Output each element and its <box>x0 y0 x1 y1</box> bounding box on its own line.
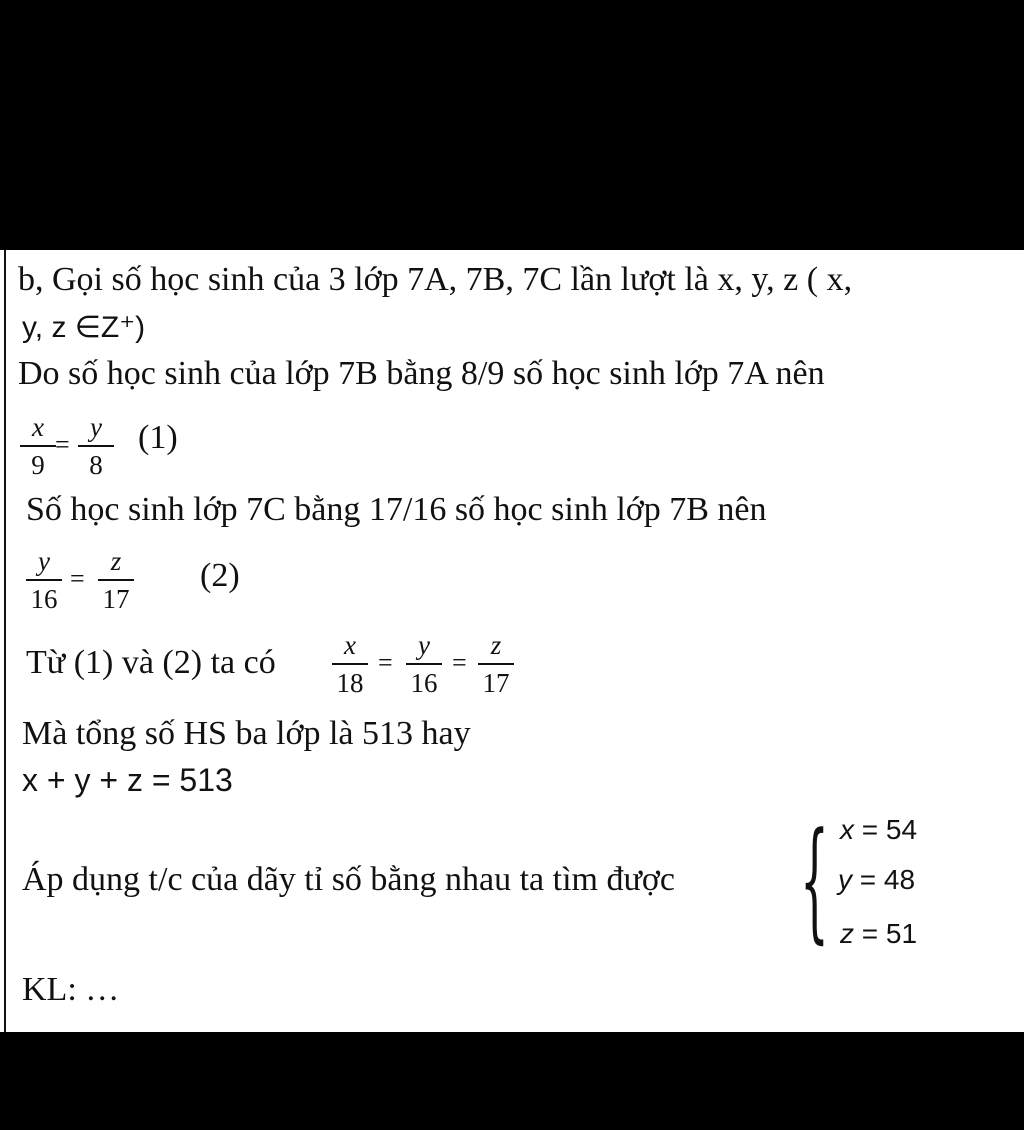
result-x: x = 54 <box>840 814 918 845</box>
equals-sign: = <box>55 430 70 459</box>
variable-domain-line: y, z ∈Z⁺) <box>22 311 146 344</box>
sum-equation-line: x + y + z = 513 <box>22 762 233 798</box>
result-y: y = 48 <box>838 864 916 895</box>
combined-ratio-intro: Từ (1) và (2) ta có <box>26 644 276 681</box>
condition-7c-line: Số học sinh lớp 7C bằng 17/16 số học sinh lớp 7B nên <box>26 491 767 528</box>
conclusion-line: KL: … <box>22 971 120 1008</box>
document-page <box>0 250 1024 1032</box>
result-z: z = 51 <box>840 918 918 949</box>
equals-sign: = <box>70 564 85 593</box>
fraction-y-over-16: y 16 <box>404 628 444 700</box>
left-border <box>4 250 6 1032</box>
equation-label-2: (2) <box>200 557 240 594</box>
problem-intro-line: b, Gọi số học sinh của 3 lớp 7A, 7B, 7C lần lượt là x, y, z ( x, <box>18 261 853 298</box>
fraction-y-over-8: y 8 <box>76 410 116 482</box>
fraction-x-over-9: x 9 <box>18 410 58 482</box>
fraction-x-over-18: x 18 <box>330 628 370 700</box>
fraction-y-over-16: y 16 <box>24 544 64 616</box>
equation-label-1: (1) <box>138 419 178 456</box>
total-students-line: Mà tổng số HS ba lớp là 513 hay <box>22 715 471 752</box>
left-brace: { <box>800 804 829 956</box>
condition-7b-line: Do số học sinh của lớp 7B bằng 8/9 số học sinh lớp 7A nên <box>18 355 825 392</box>
equals-sign: = <box>452 648 467 677</box>
fraction-z-over-17: z 17 <box>476 628 516 700</box>
fraction-z-over-17: z 17 <box>96 544 136 616</box>
equals-sign: = <box>378 648 393 677</box>
apply-property-line: Áp dụng t/c của dãy tỉ số bằng nhau ta tìm được <box>22 861 675 898</box>
